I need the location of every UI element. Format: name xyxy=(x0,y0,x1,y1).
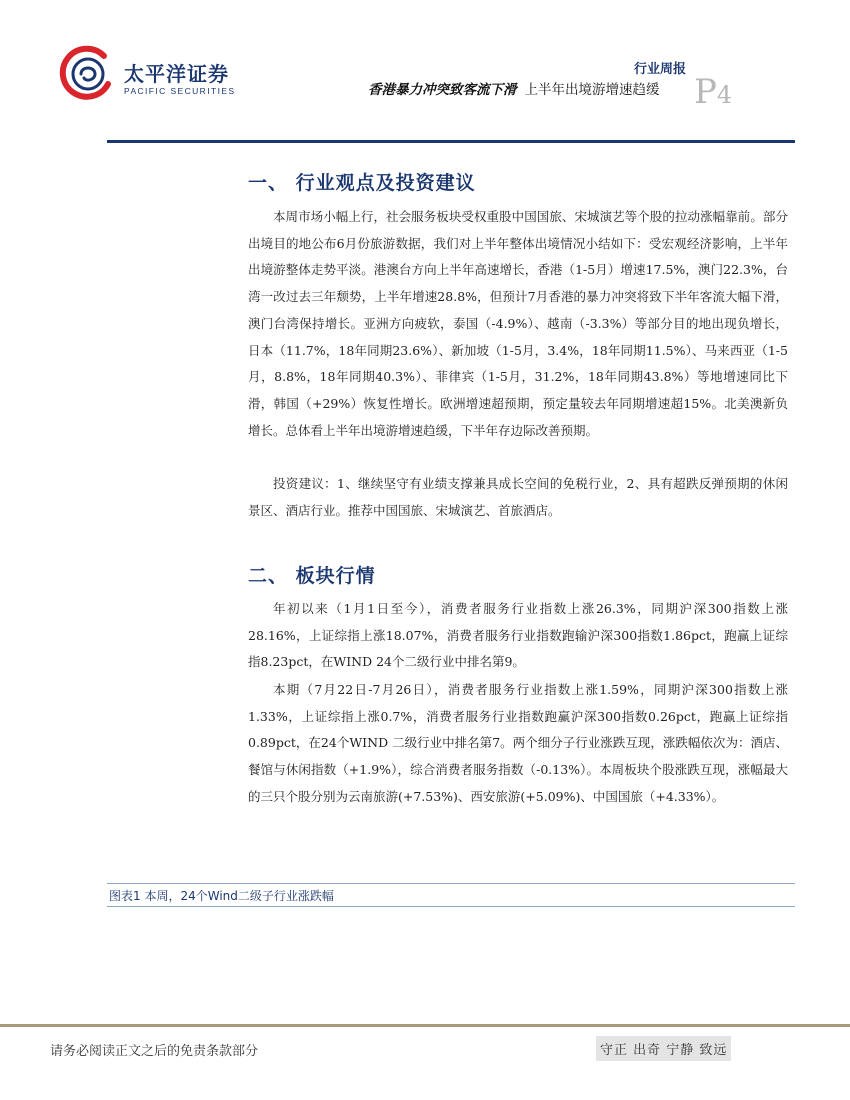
section-1-heading: 一、 行业观点及投资建议 xyxy=(248,172,476,194)
header-divider xyxy=(107,140,795,143)
section-2-paragraph-1: 年初以来（1月1日至今），消费者服务行业指数上涨26.3%，同期沪深300指数上涨28.16%，上证综指上涨18.07%，消费者服务行业指数跑输沪深300指数1.86pct，跑赢上证综指8.23pct，在WIND 24个二级行业中排名第9。 xyxy=(248,601,788,670)
section-2-paragraph-2: 本期（7月22日-7月26日），消费者服务行业指数上涨1.59%，同期沪深300指数上涨1.33%，上证综指上涨0.7%，消费者服务行业指数跑赢沪深300指数0.26pct，跑赢上证综指0.89pct，在24个WIND 二级行业中排名第7。两个细分子行业涨跌互现，涨跌幅依次为：酒店、餐馆与休闲指数（+1.9%），综合消费者服务指数（-0.13%）。本周板块个股涨跌互现，涨幅最大的三只个股分别为云南旅游(+7.53%)、西安旅游(+5.09%)、中国国旅（+4.33%）。 xyxy=(248,682,788,804)
page-digit: 4 xyxy=(716,81,733,109)
brand-name-en: PACIFIC SECURITIES xyxy=(124,86,236,96)
page-letter: P xyxy=(694,72,717,112)
report-title-rest: 上半年出境游增速趋缓 xyxy=(524,82,660,98)
section-1-paragraph-1: 本周市场小幅上行，社会服务板块受权重股中国国旅、宋城演艺等个股的拉动涨幅靠前。部分出境目的地公布6月份旅游数据，我们对上半年整体出境情况小结如下：受宏观经济影响，上半年出境游整体走势平淡。港澳台方向上半年高速增长，香港（1-5月）增速17.5%，澳门22.3%，台湾一改过去三年颓势，上半年增速28.8%，但预计7月香港的暴力冲突将致下半年客流大幅下滑，澳门台湾保持增长。亚洲方向疲软，泰国（-4.9%）、越南（-3.3%）等部分目的地出现负增长，日本（11.7%，18年同期23.6%）、新加坡（1-5月，3.4%，18年同期11.5%）、马来西亚（1-5月，8.8%，18年同期40.3%）、菲律宾（1-5月，31.2%，18年同期43.8%）等地增速同比下滑，韩国（+29%）恢复性增长。欧洲增速超预期，预定量较去年同期增速超15%。北美澳新负增长。总体看上半年出境游增速趋缓，下半年存边际改善预期。 xyxy=(248,209,788,438)
footer-divider xyxy=(0,1024,850,1027)
page-header xyxy=(0,0,850,145)
section-2-heading: 二、 板块行情 xyxy=(248,565,376,587)
pacific-securities-logo-icon xyxy=(58,44,114,100)
report-title xyxy=(368,78,660,98)
brand-name-cn: 太平洋证券 xyxy=(124,62,229,86)
footer-motto: 守正 出奇 宁静 致远 xyxy=(596,1036,731,1061)
report-type: 行业周报 xyxy=(633,62,686,77)
section-1-paragraph-2: 投资建议：1、继续坚守有业绩支撑兼具成长空间的免税行业，2、具有超跌反弹预期的休闲景区、酒店行业。推荐中国国旅、宋城演艺、首旅酒店。 xyxy=(248,476,788,518)
footer-disclaimer: 请务必阅读正文之后的免责条款部分 xyxy=(50,1044,259,1059)
page-number xyxy=(694,72,732,112)
figure-caption-bar xyxy=(107,883,795,907)
figure-caption: 图表1 本周，24个Wind二级子行业涨跌幅 xyxy=(109,889,334,903)
report-title-bold: 香港暴力冲突致客流下滑 xyxy=(368,82,517,98)
